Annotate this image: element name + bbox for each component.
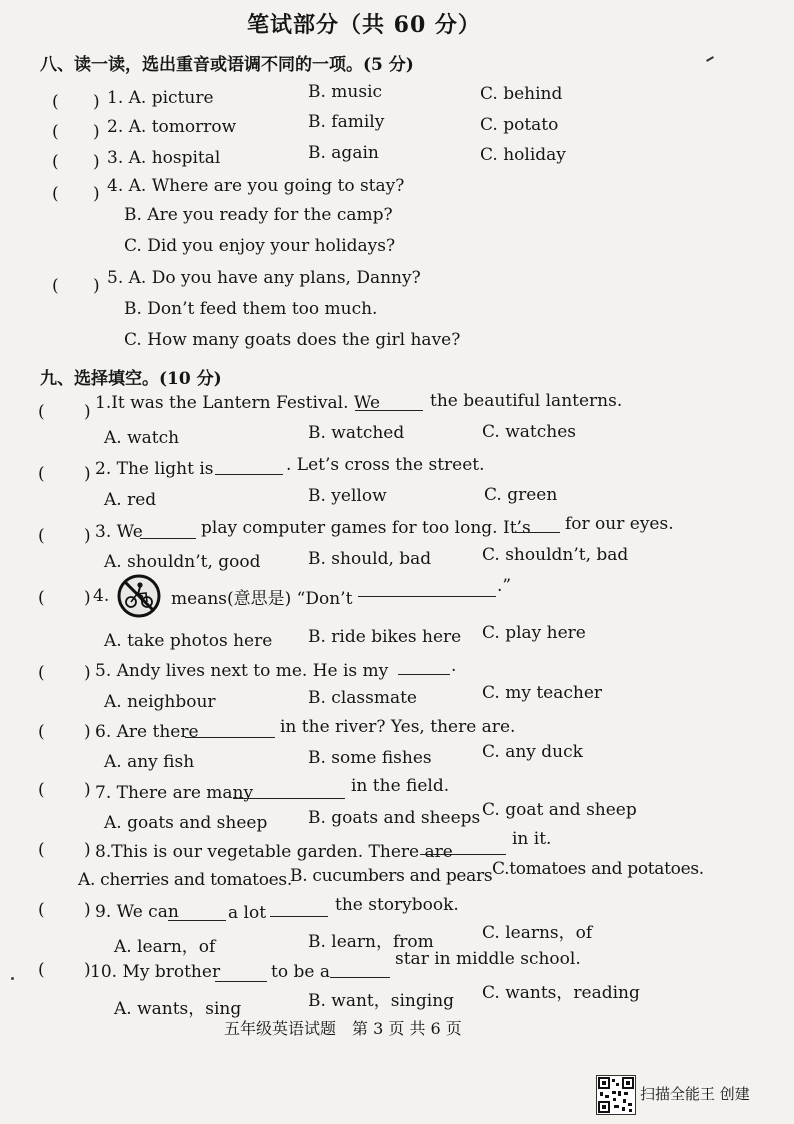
answer-blank[interactable] — [355, 396, 423, 411]
answer-blank[interactable] — [215, 460, 283, 475]
answer-blank[interactable] — [398, 660, 450, 675]
section-8-heading: 八、读一读，选出重音或语调不同的一项。(5 分) — [40, 55, 414, 75]
answer-paren-open: ( — [52, 92, 59, 112]
question-stem-mid: play computer games for too long. It’s — [201, 518, 531, 538]
option-c: C. any duck — [482, 742, 583, 762]
question-stem-end: .” — [497, 576, 512, 596]
scan-speck — [706, 56, 714, 62]
option-b: B. learn，from — [308, 932, 434, 952]
answer-paren-close: ) — [93, 184, 100, 204]
option-a: A. any fish — [104, 752, 195, 772]
answer-paren-open: ( — [38, 900, 45, 920]
option-a: A. learn，of — [114, 937, 216, 957]
option-b: B. yellow — [308, 486, 387, 506]
option-c: C. green — [484, 485, 558, 505]
answer-paren-open: ( — [38, 780, 45, 800]
option-c: C. watches — [482, 422, 576, 442]
question-stem: 5. Andy lives next to me. He is my — [95, 661, 389, 681]
question-stem-mid: means(意思是) “Don’t — [171, 589, 353, 609]
answer-paren-close: ) — [93, 122, 100, 142]
question-stem: 9. We can — [95, 902, 179, 922]
answer-paren-close: ) — [93, 276, 100, 296]
answer-paren-close: ) — [84, 464, 91, 484]
section-9-heading: 九、选择填空。(10 分) — [40, 369, 222, 389]
option-b: B. music — [308, 82, 383, 102]
option-a: A. cherries and tomatoes. — [78, 870, 292, 890]
answer-blank[interactable] — [330, 963, 390, 978]
page-footer: 五年级英语试题 第 3 页 共 6 页 — [224, 1019, 462, 1038]
answer-blank[interactable] — [140, 524, 196, 539]
option-a: A. take photos here — [104, 631, 273, 651]
question-stem-end: for our eyes. — [565, 514, 674, 534]
option-a: A. watch — [104, 428, 180, 448]
question-stem-end: the beautiful lanterns. — [430, 391, 623, 411]
answer-paren-close: ) — [84, 960, 91, 980]
answer-paren-close: ) — [84, 722, 91, 742]
question-stem-mid: to be a — [271, 962, 330, 982]
question-stem: 7. There are many — [95, 783, 254, 803]
answer-blank[interactable] — [512, 518, 560, 533]
option-c: C.tomatoes and potatoes. — [492, 859, 704, 879]
option-b: B. cucumbers and pears — [290, 866, 493, 886]
question-stem-end: . Let’s cross the street. — [286, 455, 485, 475]
option-c: C. How many goats does the girl have? — [124, 330, 461, 350]
question-stem-end: in it. — [512, 829, 552, 849]
option-a: A. wants，sing — [114, 999, 242, 1019]
option-c: C. goat and sheep — [482, 800, 637, 820]
option-a: 4. A. Where are you going to stay? — [107, 176, 405, 196]
answer-paren-close: ) — [93, 152, 100, 172]
question-stem: 3. We — [95, 522, 143, 542]
scanner-watermark: 扫描全能王 创建 — [640, 1085, 750, 1103]
answer-blank[interactable] — [168, 906, 226, 921]
answer-paren-open: ( — [52, 122, 59, 142]
option-b: B. goats and sheeps — [308, 808, 481, 828]
option-c: C. potato — [480, 115, 559, 135]
option-c: C. wants，reading — [482, 983, 640, 1003]
question-stem-end: in the river? Yes, there are. — [280, 717, 516, 737]
answer-paren-open: ( — [38, 526, 45, 546]
question-stem: 2. The light is — [95, 459, 214, 479]
option-c: C. behind — [480, 84, 563, 104]
option-a: A. shouldn’t, good — [104, 552, 261, 572]
answer-paren-close: ) — [84, 663, 91, 683]
option-b: B. want，singing — [308, 991, 455, 1011]
question-stem-end: the storybook. — [335, 895, 459, 915]
answer-paren-open: ( — [38, 464, 45, 484]
option-c: C. holiday — [480, 145, 566, 165]
option-a: 3. A. hospital — [107, 148, 221, 168]
answer-paren-close: ) — [93, 92, 100, 112]
option-b: B. some fishes — [308, 748, 432, 768]
answer-paren-open: ( — [38, 588, 45, 608]
answer-paren-close: ) — [84, 840, 91, 860]
option-a: A. goats and sheep — [104, 813, 268, 833]
question-stem: 1.It was the Lantern Festival. We — [95, 393, 381, 413]
option-a: 1. A. picture — [107, 88, 214, 108]
answer-blank[interactable] — [233, 784, 345, 799]
option-c: C. learns，of — [482, 923, 593, 943]
answer-paren-open: ( — [38, 722, 45, 742]
option-a: A. neighbour — [104, 692, 216, 712]
qr-code-icon — [596, 1075, 636, 1115]
option-a: A. red — [104, 490, 157, 510]
answer-blank[interactable] — [215, 967, 267, 982]
answer-paren-close: ) — [84, 900, 91, 920]
option-c: C. Did you enjoy your holidays? — [124, 236, 396, 256]
option-b: B. ride bikes here — [308, 627, 462, 647]
option-a: 2. A. tomorrow — [107, 117, 237, 137]
option-b: B. family — [308, 112, 385, 132]
answer-paren-open: ( — [52, 184, 59, 204]
scan-speck — [11, 977, 14, 980]
option-b: B. again — [308, 143, 379, 163]
option-b: B. Don’t feed them too much. — [124, 299, 378, 319]
no-cycling-sign-icon — [116, 573, 162, 619]
question-stem-end: star in middle school. — [395, 949, 581, 969]
answer-blank[interactable] — [420, 840, 506, 855]
answer-paren-open: ( — [38, 402, 45, 422]
answer-blank[interactable] — [270, 902, 328, 917]
answer-paren-open: ( — [52, 152, 59, 172]
question-stem-mid: a lot — [228, 903, 267, 923]
answer-paren-open: ( — [52, 276, 59, 296]
answer-blank[interactable] — [358, 582, 496, 597]
answer-paren-open: ( — [38, 960, 45, 980]
answer-paren-close: ) — [84, 588, 91, 608]
question-stem-end: . — [451, 656, 457, 676]
option-c: C. play here — [482, 623, 586, 643]
option-c: C. my teacher — [482, 683, 603, 703]
answer-paren-close: ) — [84, 780, 91, 800]
option-a: 5. A. Do you have any plans, Danny? — [107, 268, 421, 288]
answer-blank[interactable] — [185, 723, 275, 738]
question-stem-end: in the field. — [351, 776, 450, 796]
option-b: B. watched — [308, 423, 405, 443]
answer-paren-open: ( — [38, 840, 45, 860]
answer-paren-open: ( — [38, 663, 45, 683]
question-stem: 8.This is our vegetable garden. There are — [95, 842, 453, 862]
option-c: C. shouldn’t, bad — [482, 545, 629, 565]
option-b: B. Are you ready for the camp? — [124, 205, 393, 225]
option-b: B. classmate — [308, 688, 417, 708]
answer-paren-close: ) — [84, 526, 91, 546]
page-title: 笔试部分（共 60 分） — [247, 12, 481, 38]
question-stem: 10. My brother — [90, 962, 221, 982]
question-stem: 6. Are there — [95, 722, 199, 742]
option-b: B. should, bad — [308, 549, 432, 569]
question-stem: 4. — [93, 586, 110, 606]
answer-paren-close: ) — [84, 402, 91, 422]
